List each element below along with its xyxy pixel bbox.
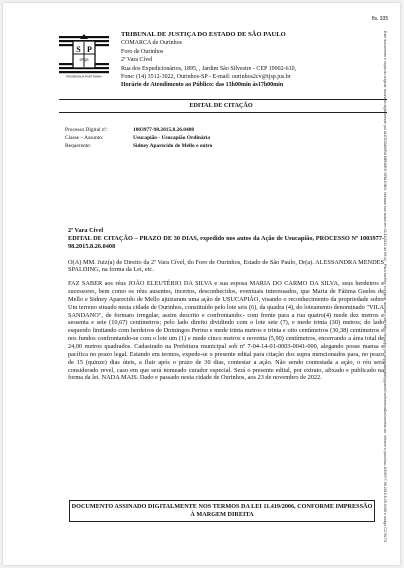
- class-value: Usucapião - Usucapião Ordinária: [133, 135, 211, 141]
- svg-text:P: P: [87, 45, 92, 54]
- address-line-2: Fone: (14) 3512-3022, Ourinhos-SP - E-mail: ourinhos2cv@tjsp.jus.br: [121, 74, 291, 81]
- body-paragraph-faz-saber: FAZ SABER aos réus JOÃO ELEUTÉRIO DA SILVA e sua esposa MARIA DO CARMO DA SILVA, seus herdeiros e sucessores, bem como os réus ausentes, incertos, desconhecidos, eventuais interessados, que Maria de Fátima Gueles de Mello e Sidney Aparecido de Mello ajuizaram uma ação de USUCAPIÃO, visando o reconhecimento da propriedade sobre Um terreno situado nesta cidade de Ourinhos, constituído pelo lote seis (6), da quadra (4), do loteamento denominado "VILA SANDANO", de formato irregular, assim descrito e confrontando:- com frente para a rua quatro(4) mede dez metros e sessenta e sete (10,67) centímetros; pelo lado direito dividindo com o lote sete (7), e mede trinta (30) metros; do lado esquerdo limitando com herdeiros de Domingos Perino e mede trinta metros e trinta e oito centímetros (30,38) centímetros e nos fundos confrontando-se com o lote um (1) e mede cinco metros e noventa (5,90) centímetros, encerrando a área total de 24,00 metros quadrados. Cadastrado na Prefeitura municipal sob nº 7-04-14-01-0003-0041-000, alegando posse mansa e pacífica no prazo legal. Estando em termos, expede-se o presente edital para citação dos supra mencionados para, no prazo de 15 (quinze) dias úteis, a fluir após o prazo de 30 dias, contestar a ação. Não sendo contestada a ação, o réu será considerado revel, caso em que será nomeado curador especial. Será o presente edital, por extrato, afixado e publicado na forma da lei. NADA MAIS. Dado e passado nesta cidade de Ourinhos, aos 23 de novembro de 2022.: [68, 280, 384, 382]
- court-crest-logo: [59, 33, 109, 79]
- page-number: fls. 335: [372, 16, 389, 22]
- applicant-value: Sidney Aparecido de Mello e outro: [133, 143, 213, 149]
- edict-body: [68, 227, 384, 388]
- svg-text:S: S: [76, 45, 81, 54]
- body-paragraph-judge: O(A) MM. Juiz(a) de Direito da 2ª Vara Cível, do Foro de Ourinhos, Estado de São Paulo, Dr(a). ALESSANDRA MENDES SPALDING, na forma da Lei, etc.: [68, 258, 384, 274]
- document-title: EDITAL DE CITAÇÃO: [189, 102, 253, 109]
- side-note-text: Este documento é cópia do original, assinado digitalmente por ALESSANDRA MENDES SPALDING, liberado nos autos em 24/11/2022 às 09:12 . Para conferir o original, acesse o site https://esaj.tjsp.jus.br/pastadigital/pg/abrirConferenciaDocumento.do, informe o processo 1003977-98.2015.8.26.0408 e código C176173.: [383, 31, 387, 543]
- title-rule-bottom: [59, 112, 387, 113]
- process-label: Processo Digital nº:: [65, 127, 108, 133]
- svg-text:SPQR: SPQR: [79, 58, 89, 62]
- office-hours: Horário de Atendimento ao Público: das 13h00min às17h00min: [121, 82, 284, 89]
- title-rule-top: [59, 99, 387, 100]
- body-vara: 2ª Vara Civel: [68, 227, 104, 234]
- vara-line: 2ª Vara Cível: [121, 57, 153, 64]
- foro-line: Foro de Ourinhos: [121, 48, 164, 55]
- court-header: [121, 31, 386, 90]
- svg-text:PRO BRASILIA FIANT EXIMIA: PRO BRASILIA FIANT EXIMIA: [66, 75, 102, 79]
- address-line-1: Rua dos Expedicionários, 1895, , Jardim São Silvestre - CEP 19902-610,: [121, 65, 297, 72]
- comarca-line: COMARCA de Ourinhos: [121, 40, 183, 47]
- applicant-label: Requerente:: [65, 143, 92, 149]
- digital-signature-notice: DOCUMENTO ASSINADO DIGITALMENTE NOS TERMOS DA LEI 11.419/2006, CONFORME IMPRESSÃO À MARGEM DIREITA: [69, 500, 375, 522]
- side-verification-note: [377, 31, 387, 563]
- court-name: TRIBUNAL DE JUSTIÇA DO ESTADO DE SÃO PAULO: [121, 31, 286, 38]
- process-value: 1003977-98.2015.8.26.0408: [133, 127, 195, 133]
- document-page: [3, 3, 400, 565]
- body-heading: EDITAL DE CITAÇÃO – PRAZO DE 30 DIAS, expedido nos autos da Ação de Usucapião, PROCESSO Nº 1003977-98.2015.8.26.0408: [68, 234, 384, 250]
- class-label: Classe – Assunto:: [65, 135, 104, 141]
